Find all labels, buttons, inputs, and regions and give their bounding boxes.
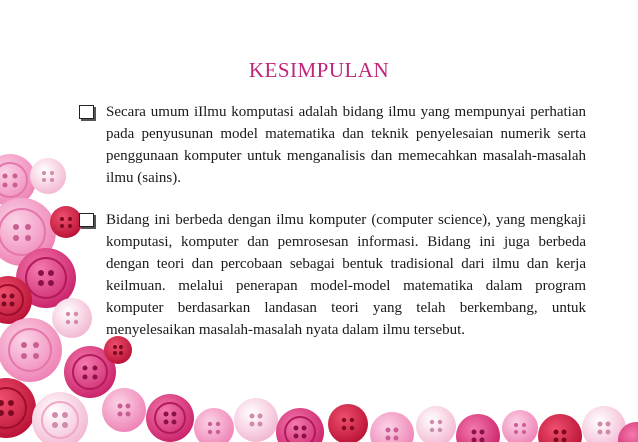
bullet-item — [79, 101, 586, 189]
slide-title: KESIMPULAN — [248, 58, 390, 82]
bullet-text: Bidang ini berbeda dengan ilmu komputer (computer science), yang mengkaji komputasi, komputer dan pemrosesan informasi. Bidang ini juga berbeda dengan teori dan percobaan sebagai bentuk tradisional dari ilmu dan kerja keilmuan. melalui penerapan model-model matematika dalam program komputer berdasarkan landasan teori yang telah berkembang, untuk menyelesaikan masalah-masalah nyata dalam ilmu tersebut. — [106, 212, 586, 338]
checkbox-bullet-icon — [79, 213, 94, 227]
bullet-list — [79, 101, 586, 341]
checkbox-bullet-icon — [79, 105, 94, 119]
bullet-text: Secara umum iIlmu komputasi adalah bidang ilmu yang mempunyai perhatian pada penyusunan model matematika dan teknik penyelesaian numerik serta penggunaan komputer untuk menganalisis dan memecahkan masalah-masalah ilmu (sains). — [106, 104, 586, 186]
bullet-item — [79, 209, 586, 341]
buttons-bottom — [146, 394, 638, 442]
